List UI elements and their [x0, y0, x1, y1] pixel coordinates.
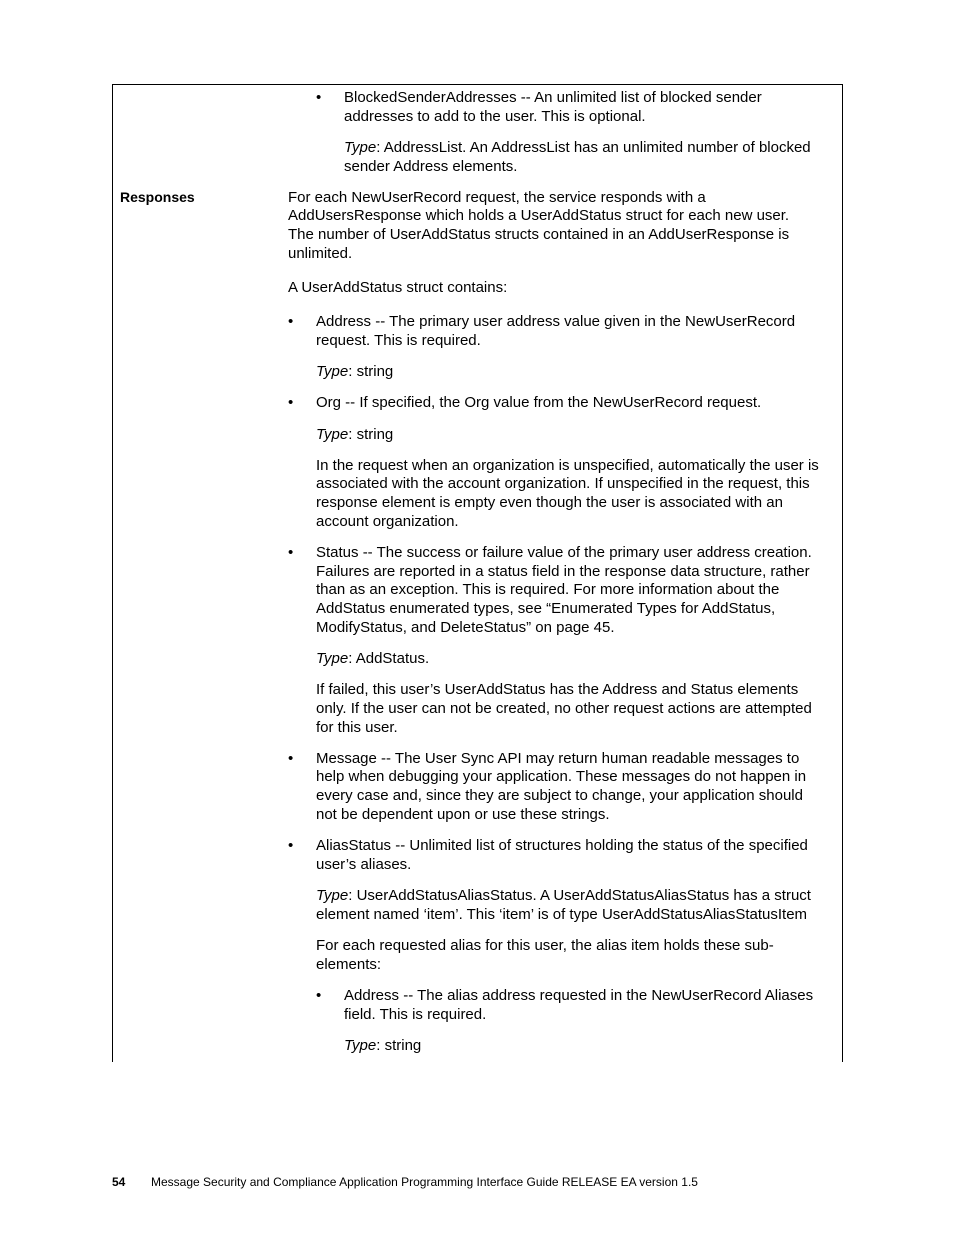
responses-para-4: unlimited.	[288, 245, 353, 262]
message-text-4: not be dependent upon or use these strings.	[316, 806, 610, 823]
bullet: •	[288, 750, 294, 767]
responses-para-3: The number of UserAddStatus structs contained in an AddUserResponse is	[288, 226, 790, 243]
struct-intro: A UserAddStatus struct contains:	[288, 279, 508, 296]
org-note-4: account organization.	[316, 513, 459, 530]
bullet: •	[288, 544, 294, 561]
footer-title: Message Security and Compliance Application Programming Interface Guide RELEASE EA version 1.5	[151, 1175, 698, 1189]
message-text-3: every case and, since they are subject to change, your application should	[316, 787, 803, 804]
org-text-1: Org -- If specified, the Org value from the NewUserRecord request.	[316, 394, 762, 411]
alias-address-text-1: Address -- The alias address requested in the NewUserRecord Aliases	[344, 987, 814, 1004]
status-note-2: only. If the user can not be created, no other request actions are attempted	[316, 700, 812, 717]
org-note-1: In the request when an organization is unspecified, automatically the user is	[316, 457, 819, 474]
responses-para-1: For each NewUserRecord request, the service responds with a	[288, 189, 706, 206]
alias-status-note-2: elements:	[316, 956, 382, 973]
alias-status-type-2: element named ‘item’. This ‘item’ is of type UserAddStatusAliasStatusItem	[316, 906, 808, 923]
status-text-4: AddStatus enumerated types, see “Enumerated Types for AddStatus,	[316, 600, 776, 617]
blocked-sender-type-1: Type: AddressList. An AddressList has an unlimited number of blocked	[344, 139, 811, 156]
blocked-sender-type-2: sender Address elements.	[344, 158, 518, 175]
org-note-3: response element is empty even though the user is associated with an	[316, 494, 783, 511]
alias-address-type: Type: string	[344, 1037, 422, 1054]
status-text-5: ModifyStatus, and DeleteStatus” on page 45.	[316, 619, 615, 636]
message-text-1: Message -- The User Sync API may return human readable messages to	[316, 750, 800, 767]
alias-status-note-1: For each requested alias for this user, the alias item holds these sub-	[316, 937, 774, 954]
bullet: •	[316, 987, 322, 1004]
bullet: •	[288, 837, 294, 854]
alias-status-text-2: user’s aliases.	[316, 856, 412, 873]
org-note-2: associated with the account organization. If unspecified in the request, this	[316, 475, 810, 492]
address-text-2: request. This is required.	[316, 332, 481, 349]
address-type: Type: string	[316, 363, 394, 380]
org-type: Type: string	[316, 426, 394, 443]
address-text-1: Address -- The primary user address value given in the NewUserRecord	[316, 313, 796, 330]
bullet: •	[288, 313, 294, 330]
alias-status-text-1: AliasStatus -- Unlimited list of structures holding the status of the specified	[316, 837, 808, 854]
page-number: 54	[112, 1175, 126, 1189]
status-text-2: Failures are reported in a status field in the response data structure, rather	[316, 563, 810, 580]
bullet: •	[288, 394, 294, 411]
blocked-sender-text-2: addresses to add to the user. This is optional.	[344, 108, 646, 125]
alias-address-text-2: field. This is required.	[344, 1006, 487, 1023]
status-note-1: If failed, this user’s UserAddStatus has the Address and Status elements	[316, 681, 799, 698]
responses-para-2: AddUsersResponse which holds a UserAddStatus struct for each new user.	[288, 207, 790, 224]
status-note-3: for this user.	[316, 719, 398, 736]
bullet: •	[316, 89, 322, 106]
alias-status-type-1: Type: UserAddStatusAliasStatus. A UserAddStatusAliasStatus has a struct	[316, 887, 811, 904]
status-type: Type: AddStatus.	[316, 650, 430, 667]
blocked-sender-text-1: BlockedSenderAddresses -- An unlimited list of blocked sender	[344, 89, 762, 106]
responses-label: Responses	[120, 189, 195, 205]
status-text-3: than as an exception. This is required. For more information about the	[316, 581, 780, 598]
message-text-2: help when debugging your application. These messages do not happen in	[316, 768, 807, 785]
status-text-1: Status -- The success or failure value of the primary user address creation.	[316, 544, 812, 561]
